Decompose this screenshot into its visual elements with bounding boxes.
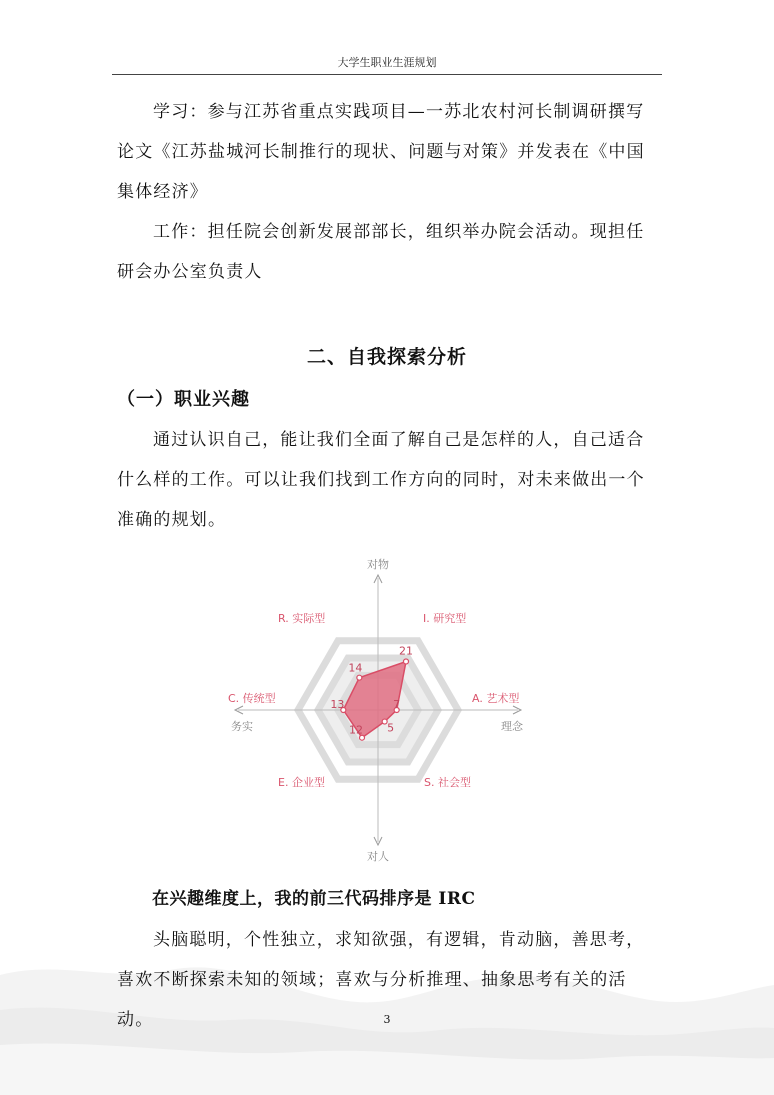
value-label-3: 5 [387, 721, 395, 735]
axis-label-bottom: 对人 [367, 850, 389, 863]
career-interest-radar-chart [220, 550, 550, 870]
axis-label-left: 务实 [231, 720, 253, 733]
work-paragraph: 工作：担任院会创新发展部部长，组织举办院会活动。现担任研会办公室负责人 [117, 222, 645, 282]
header-rule [112, 74, 662, 75]
value-label-2: 7 [393, 698, 401, 711]
study-paragraph: 学习：参与江苏省重点实践项目—一苏北农村河长制调研撰写论文《江苏盐城河长制推行的现状、问题与对策》并发表在《中国集体经济》 [117, 102, 645, 202]
value-label-4: 12 [349, 723, 363, 737]
page-number: 3 [383, 1013, 391, 1026]
category-label-2: A. 艺术型 [472, 692, 520, 705]
section-heading: 二、自我探索分析 [306, 346, 467, 368]
interest-description-paragraph: 头脑聪明，个性独立，求知欲强，有逻辑，肯动脑，善思考，喜欢不断探索未知的领域；喜欢与分析推理、抽象思考有关的活动。 [117, 930, 645, 1030]
category-label-5: C. 传统型 [228, 692, 276, 705]
axis-label-top: 对物 [367, 558, 389, 571]
value-label-5: 13 [330, 698, 345, 711]
subsection-heading: （一）职业兴趣 [117, 389, 250, 410]
interest-intro-paragraph: 通过认识自己，能让我们全面了解自己是怎样的人，自己适合什么样的工作。可以让我们找到工作方向的同时，对未来做出一个准确的规划。 [117, 430, 645, 530]
category-label-4: E. 企业型 [278, 776, 325, 789]
axis-label-right: 理念 [501, 720, 523, 733]
data-point-0 [357, 675, 362, 680]
category-label-0: R. 实际型 [278, 612, 326, 625]
data-point-1 [404, 659, 409, 664]
value-label-1: 21 [399, 644, 413, 658]
value-label-0: 14 [348, 661, 363, 675]
running-header: 大学生职业生涯规划 [337, 56, 437, 69]
interest-code-heading: 在兴趣维度上，我的前三代码排序是 IRC [152, 889, 476, 909]
category-label-1: I. 研究型 [423, 612, 467, 625]
category-label-3: S. 社会型 [424, 776, 471, 789]
